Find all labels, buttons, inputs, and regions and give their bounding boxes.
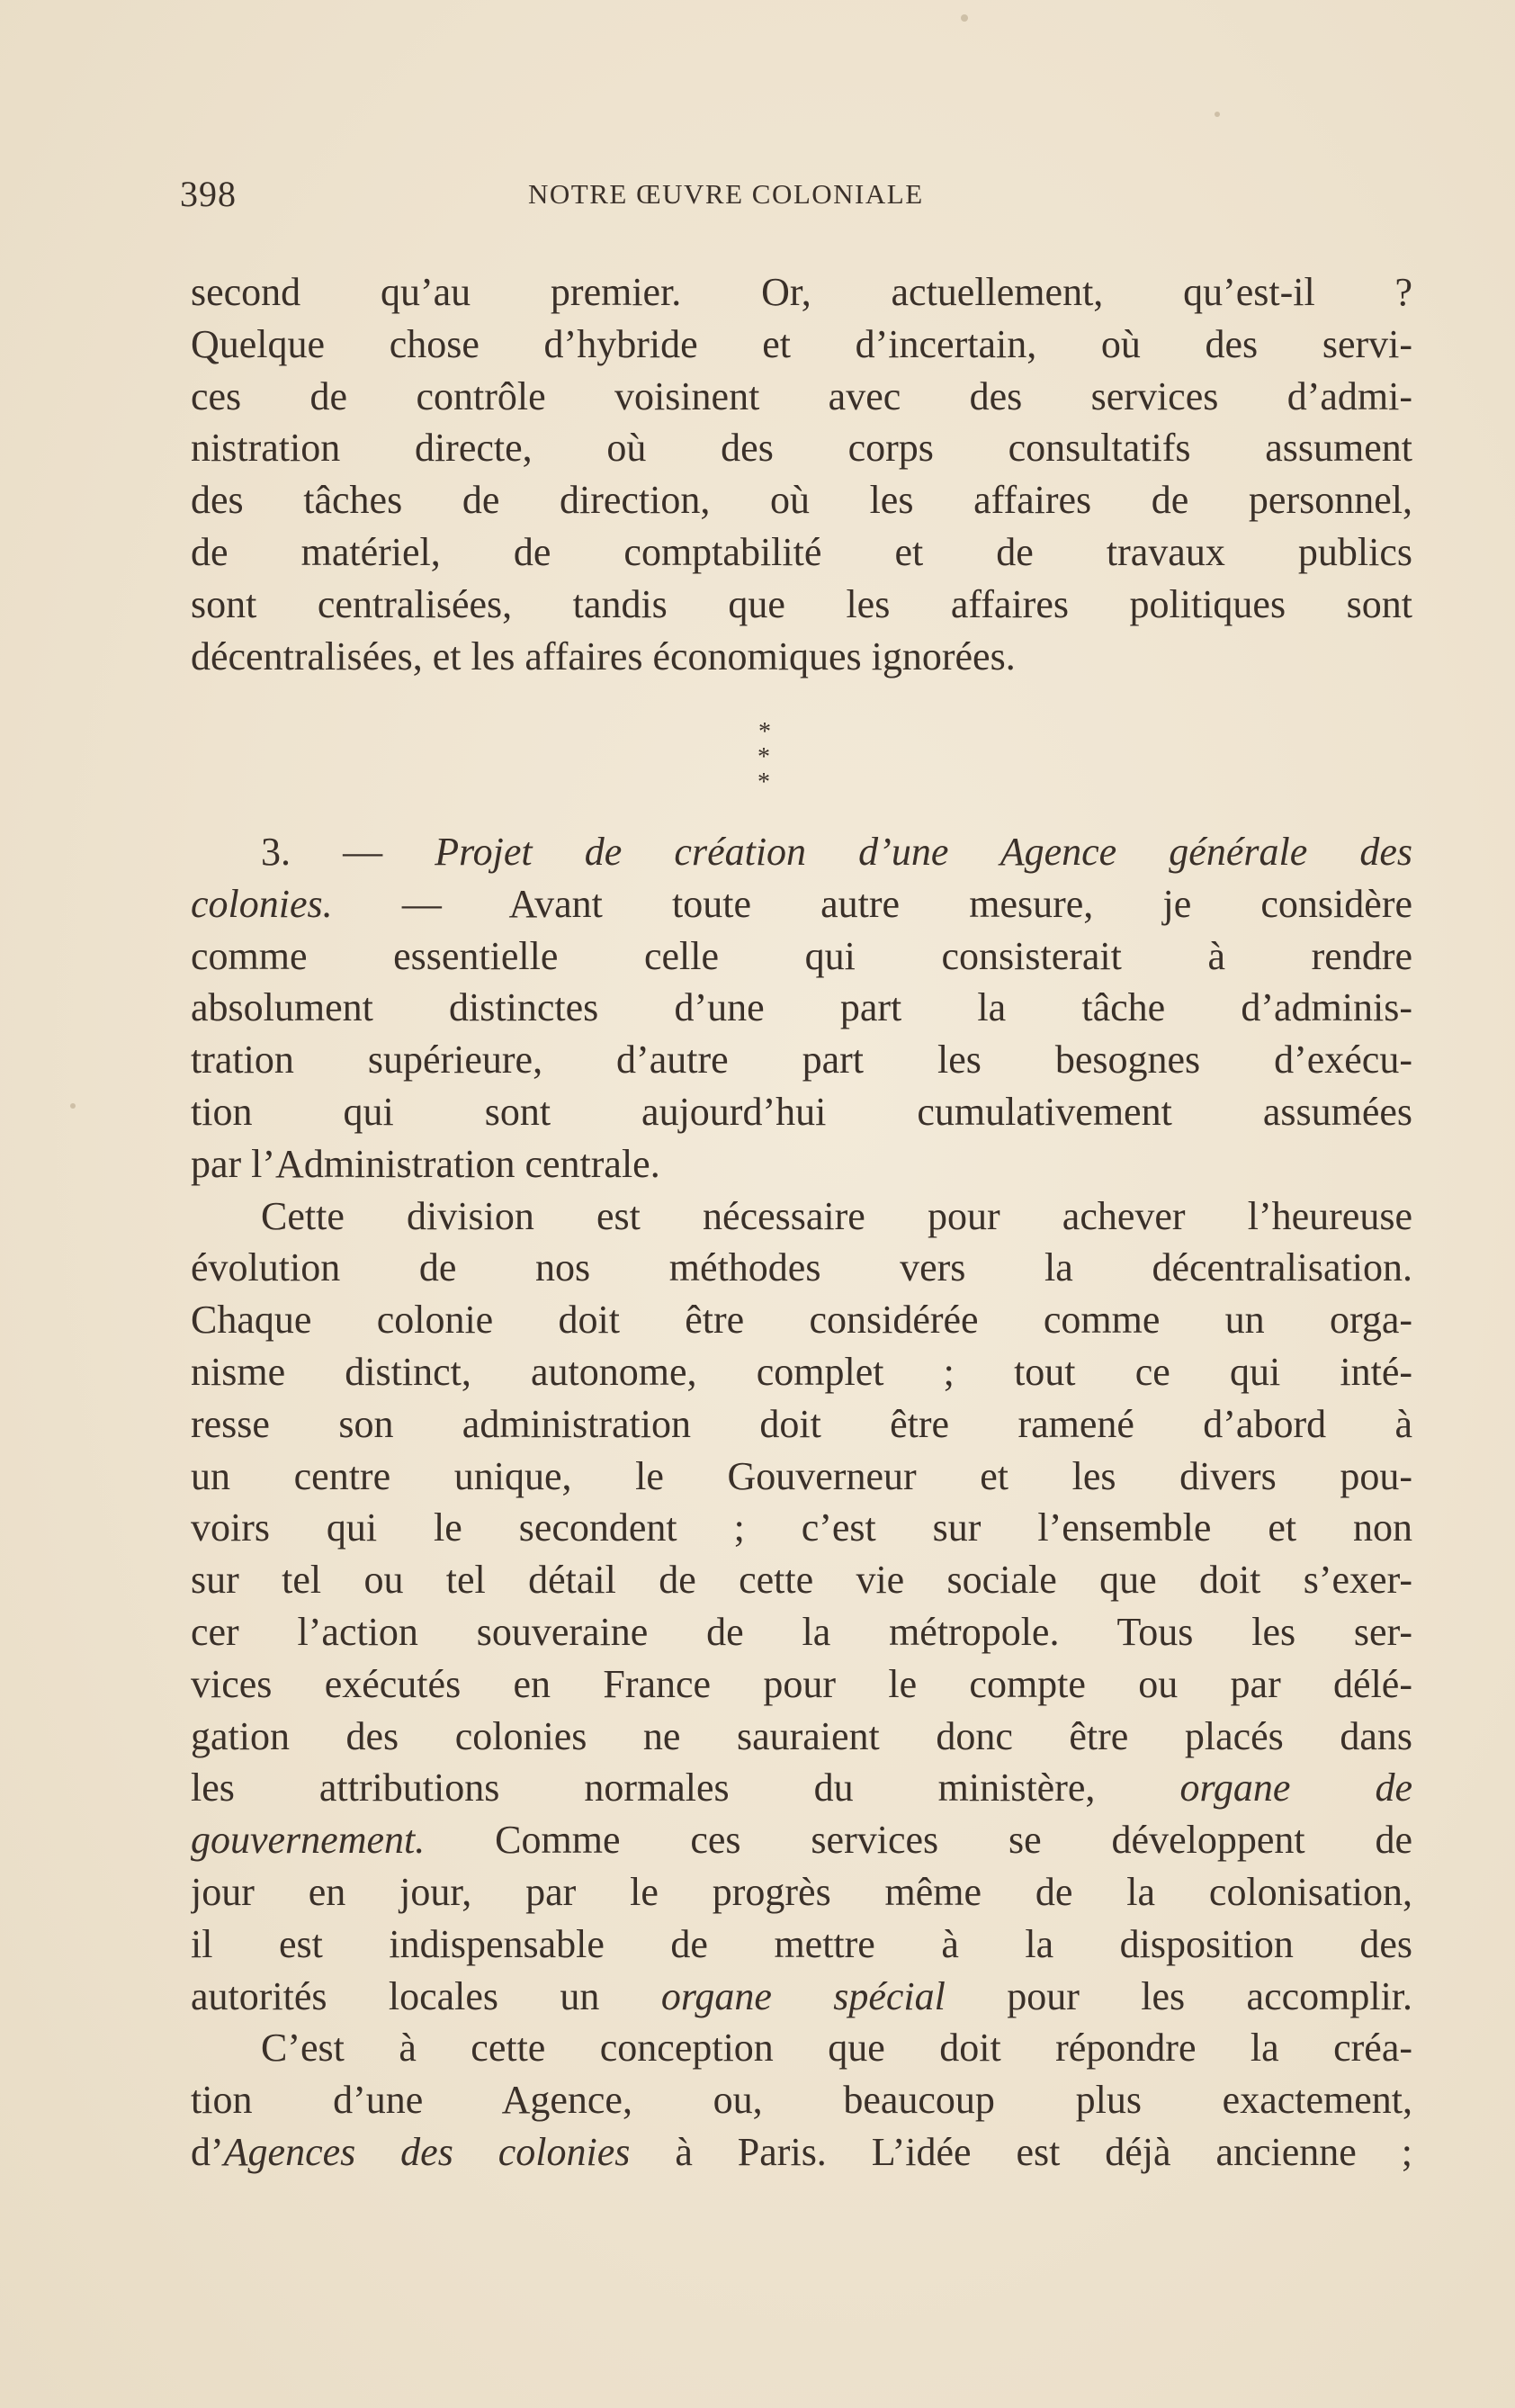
text-fragment: Comme ces services se développent de (495, 1818, 1412, 1863)
text-line (191, 2126, 1412, 2179)
text-line (191, 1971, 1412, 2023)
italic-phrase: Agences des colonies (223, 2129, 631, 2174)
text-line: voirs qui le secondent ; c’est sur l’ensemble et non (191, 1505, 1412, 1550)
text-line: décentralisées, et les affaires économiques ignorées. (191, 633, 1016, 678)
text-line: il est indispensable de mettre à la disposition des (191, 1921, 1412, 1966)
section-title-end: colonies. (191, 881, 333, 926)
section-title: Projet de création d’une Agence générale des (435, 830, 1412, 874)
text-fragment: autorités locales un (191, 1973, 600, 2018)
text-line: comme essentielle celle qui consisterait à rendre (191, 933, 1412, 978)
text-line: second qu’au premier. Or, actuellement, qu’est-il ? (191, 270, 1412, 314)
text-line: évolution de nos méthodes vers la décentralisation. (191, 1245, 1412, 1290)
section-number: 3. — (261, 830, 383, 874)
text-line: nistration directe, où des corps consultatifs assument (191, 426, 1412, 471)
text-line: nisme distinct, autonome, complet ; tout ce qui inté- (191, 1349, 1412, 1394)
text-line: gation des colonies ne sauraient donc être placés dans (191, 1713, 1412, 1758)
text-line: vices exécutés en France pour le compte ou par délé- (191, 1661, 1412, 1706)
asterism-top: * (758, 718, 771, 746)
section-heading-line (191, 878, 1412, 930)
paper-speck (70, 1103, 76, 1109)
text-fragment: les attributions normales du ministère, (191, 1766, 1096, 1810)
text-line: des tâches de direction, où les affaires de personnel, (191, 478, 1412, 523)
paragraph-continuation (191, 266, 1412, 682)
text-line: tration supérieure, d’autre part les besognes d’exécu- (191, 1038, 1412, 1083)
page-header (180, 173, 1394, 216)
text-line: par l’Administration centrale. (191, 1141, 660, 1186)
text-line (191, 1814, 1412, 1866)
text-line: resse son administration doit être ramené d’abord à (191, 1401, 1412, 1446)
text-fragment: — Avant toute autre mesure, je considère (401, 881, 1412, 926)
text-line: cer l’action souveraine de la métropole. Tous les ser- (191, 1609, 1412, 1654)
text-line: C’est à cette conception que doit répondre la créa- (261, 2026, 1412, 2071)
section-heading-line (191, 826, 1412, 878)
italic-phrase: organe spécial (660, 1973, 946, 2018)
text-line: Quelque chose d’hybride et d’incertain, où des servi- (191, 321, 1412, 366)
page-number: 398 (180, 174, 237, 214)
running-title: NOTRE ŒUVRE COLONIALE (528, 178, 924, 210)
section-3 (191, 826, 1412, 2179)
text-line: sont centralisées, tandis que les affaires politiques sont (191, 581, 1412, 626)
paper-speck (961, 14, 968, 22)
italic-phrase: gouvernement. (191, 1818, 426, 1863)
text-line: un centre unique, le Gouverneur et les divers pou- (191, 1453, 1412, 1498)
text-line: tion qui sont aujourd’hui cumulativement assumées (191, 1089, 1412, 1134)
text-line: de matériel, de comptabilité et de travaux publics (191, 529, 1412, 574)
asterism-bottom: * * (758, 743, 779, 796)
text-fragment: à Paris. L’idée est déjà ancienne ; (675, 2129, 1412, 2174)
asterism-separator (738, 718, 792, 796)
text-line: tion d’une Agence, ou, beaucoup plus exactement, (191, 2078, 1412, 2123)
text-fragment: d’ (191, 2129, 224, 2174)
text-line: Cette division est nécessaire pour achever l’heureuse (261, 1193, 1412, 1238)
text-line: Chaque colonie doit être considérée comme un orga- (191, 1298, 1412, 1343)
text-line: ces de contrôle voisinent avec des services d’admi- (191, 373, 1412, 418)
text-line: absolument distinctes d’une part la tâche d’adminis- (191, 985, 1412, 1030)
paper-speck (1215, 112, 1220, 117)
italic-phrase: organe de (1179, 1766, 1412, 1810)
text-fragment: pour les accomplir. (1007, 1973, 1412, 2018)
text-line: jour en jour, par le progrès même de la colonisation, (191, 1869, 1412, 1914)
text-line (191, 1762, 1412, 1814)
text-line: sur tel ou tel détail de cette vie sociale que doit s’exer- (191, 1558, 1412, 1603)
